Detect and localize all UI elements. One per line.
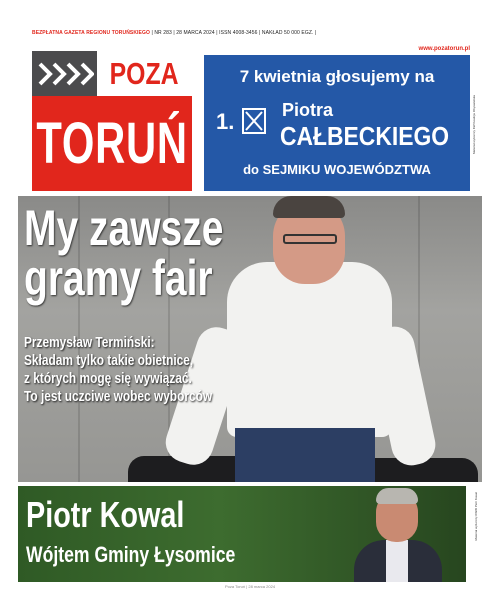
headline-line-2: gramy fair	[24, 250, 213, 306]
ad-candidate-last-name: CAŁBECKIEGO	[280, 121, 450, 151]
logo-torun	[32, 96, 192, 191]
person-jeans	[235, 428, 375, 482]
website-link[interactable]: www.pozatorun.pl	[418, 46, 470, 52]
person-shirt	[227, 262, 392, 437]
ballot-check-icon	[242, 108, 266, 134]
election-ad-kowal	[18, 486, 466, 582]
logo-arrows-icon	[32, 51, 97, 96]
logo-poza	[97, 51, 192, 96]
cover-person	[213, 196, 403, 482]
masthead-info-prefix: BEZPŁATNA GAZETA REGIONU TORUŃSKIEGO	[32, 30, 150, 36]
ad-list-number: 1.	[216, 109, 235, 134]
ad-disclaimer: Materiał wyborczy KW Koalicja Obywatelska	[472, 95, 476, 155]
person-glasses	[283, 234, 337, 244]
subhead-line: Składam tylko takie obietnice,	[24, 353, 194, 369]
kowal-name: Piotr Kowal	[26, 494, 185, 535]
subhead-line: z których mogę się wywiązać.	[24, 371, 192, 387]
election-ad-calbecki	[204, 55, 476, 191]
logo-poza-text: POZA	[110, 55, 179, 91]
page-footer: Poza Toruń | 28 marca 2024	[224, 584, 276, 589]
masthead-info-rest: | NR 283 | 28 MARCA 2024 | ISSN 4008-3456 | NAKŁAD 50 000 EGZ. |	[149, 30, 317, 36]
subhead-line: To jest uczciwe wobec wyborców	[24, 389, 213, 405]
kowal-office: Wójtem Gminy Łysomice	[26, 542, 236, 567]
masthead-info-line	[32, 30, 316, 36]
ad-vote-date: 7 kwietnia głosujemy na	[239, 67, 435, 86]
kowal-shirt	[386, 540, 408, 582]
kowal-hair	[376, 488, 418, 504]
kowal-disclaimer: Materiał wyborczy KWW Piotr Kowal	[474, 492, 478, 541]
logo-torun-text: TORUŃ	[36, 111, 188, 176]
ad-office: do SEJMIKU WOJEWÓDZTWA	[243, 162, 431, 177]
person-hair	[273, 196, 345, 218]
cover-headline	[24, 200, 224, 306]
headline-line-1: My zawsze	[24, 200, 224, 256]
subhead-speaker: Przemysław Termiński:	[24, 335, 155, 351]
cover-subheadline	[24, 334, 212, 406]
ad-candidate-first-name: Piotra	[282, 100, 334, 120]
kowal-portrait	[348, 486, 448, 582]
